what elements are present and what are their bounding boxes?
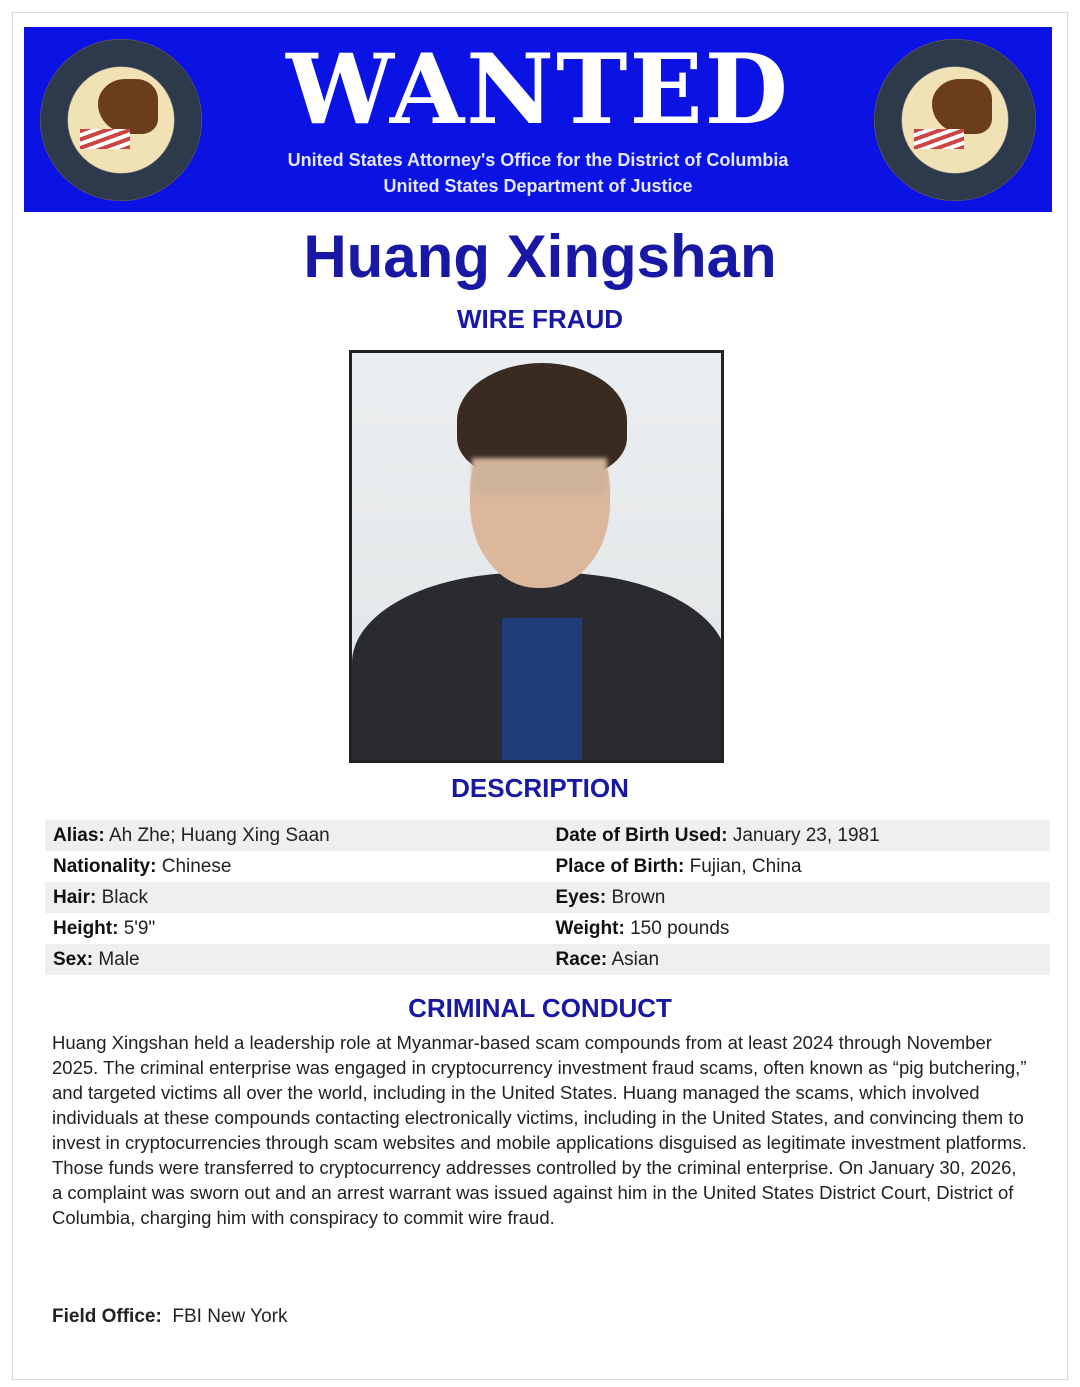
field-label: Eyes: — [555, 886, 607, 908]
description-cell — [548, 825, 1051, 847]
field-value: Ah Zhe; Huang Xing Saan — [108, 824, 330, 846]
description-cell — [548, 949, 1051, 971]
office-line: United States Attorney's Office for the District of Columbia — [287, 150, 789, 170]
field-office-value: FBI New York — [172, 1306, 288, 1327]
description-cell — [548, 856, 1051, 878]
conduct-text: Huang Xingshan held a leadership role at Myanmar-based scam compounds from at least 2024 through November 2025. The criminal enterprise was engaged in cryptocurrency investment fraud scams, often known as “pig butchering,” and targeted victims all over the world, including in the United States. Huang managed the scams, which involved individuals at these compounds contacting electronically victims, including in the United States, and convincing them to invest in cryptocurrencies through scam websites and mobile applications disguised as legitimate investment platforms. Those funds were transferred to cryptocurrency addresses controlled by the criminal enterprise. On January 30, 2026, a complaint was sworn out and an arrest warrant was issued against him in the United States District Court, District of Columbia, charging him with conspiracy to commit wire fraud. — [52, 1032, 1027, 1228]
department-line: United States Department of Justice — [383, 176, 693, 196]
field-value: Fujian, China — [689, 855, 802, 877]
field-label: Sex: — [53, 948, 94, 970]
field-value: 5'9" — [123, 917, 156, 939]
field-office-label: Field Office: — [52, 1306, 162, 1327]
description-cell — [45, 825, 548, 847]
description-cell — [548, 918, 1051, 940]
field-label: Date of Birth Used: — [555, 824, 728, 846]
conduct-heading: CRIMINAL CONDUCT — [408, 993, 672, 1023]
field-value: Brown — [611, 886, 666, 908]
description-cell — [548, 887, 1051, 909]
subject-photo — [349, 350, 724, 763]
field-label: Race: — [555, 948, 608, 970]
header-banner — [24, 27, 1052, 212]
charge: WIRE FRAUD — [456, 304, 624, 334]
field-value: Chinese — [161, 855, 232, 877]
field-label: Nationality: — [53, 855, 157, 877]
description-cell — [45, 856, 548, 878]
description-table — [45, 820, 1050, 975]
field-value: 150 pounds — [630, 917, 730, 939]
field-value: Black — [101, 886, 149, 908]
field-label: Height: — [53, 917, 119, 939]
description-row — [45, 913, 1050, 944]
description-row — [45, 851, 1050, 882]
description-cell — [45, 949, 548, 971]
field-value: Male — [98, 948, 140, 970]
description-heading: DESCRIPTION — [451, 773, 629, 803]
wanted-title: WANTED — [286, 33, 790, 146]
field-label: Place of Birth: — [555, 855, 685, 877]
field-label: Hair: — [53, 886, 97, 908]
field-label: Alias: — [53, 824, 105, 846]
field-value: Asian — [611, 948, 660, 970]
field-office — [52, 1306, 287, 1328]
subject-name: Huang Xingshan — [303, 223, 777, 290]
field-label: Weight: — [555, 917, 625, 939]
description-row — [45, 882, 1050, 913]
description-row — [45, 820, 1050, 851]
field-value: January 23, 1981 — [732, 824, 880, 846]
description-row — [45, 944, 1050, 975]
description-cell — [45, 918, 548, 940]
description-cell — [45, 887, 548, 909]
